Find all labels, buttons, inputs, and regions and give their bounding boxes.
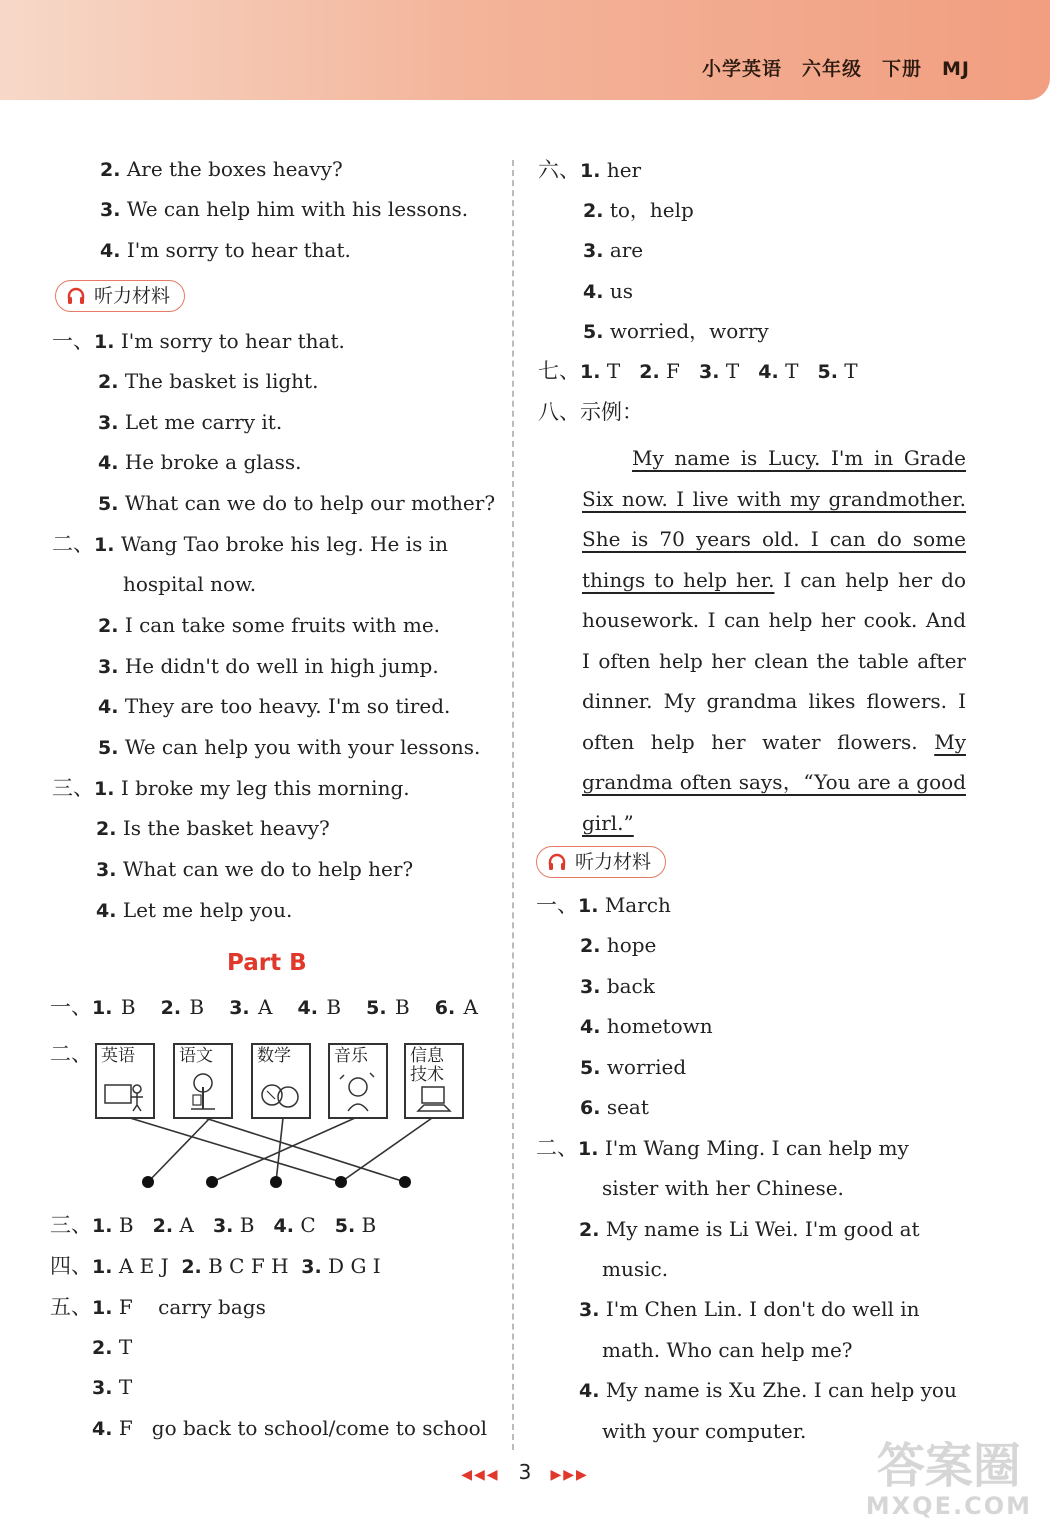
list-item: 4. My name is Xu Zhe. I can help you bbox=[579, 1378, 957, 1402]
computer-icon bbox=[412, 1085, 456, 1113]
match-dot bbox=[335, 1176, 347, 1188]
right-arrows-icon: ▶▶▶ bbox=[550, 1467, 589, 1483]
list-item: 3. back bbox=[580, 974, 655, 998]
answer-row: 2. T bbox=[92, 1335, 133, 1359]
match-dot bbox=[399, 1176, 411, 1188]
list-item-cont: math. Who can help me? bbox=[602, 1338, 853, 1362]
header-banner bbox=[0, 0, 1050, 100]
subject-card: 语文 bbox=[173, 1043, 233, 1119]
headphones-icon bbox=[66, 286, 86, 306]
singer-icon bbox=[336, 1069, 380, 1113]
page-number: 3 bbox=[518, 1460, 532, 1484]
answer-row: 七、1. T 2. F 3. T 4. T 5. T bbox=[538, 359, 858, 383]
answer-row: 一、1. B 2. B 3. A 4. B 5. B 6. A bbox=[50, 995, 478, 1019]
tree-reading-icon bbox=[181, 1069, 225, 1113]
list-item-cont: music. bbox=[602, 1257, 669, 1281]
list-item: 2. I can take some fruits with me. bbox=[98, 613, 441, 637]
list-item: 2. Is the basket heavy? bbox=[96, 816, 330, 840]
watermark: 答案圈 MXQE.COM bbox=[865, 1438, 1032, 1520]
intro-item: 3. We can help him with his lessons. bbox=[100, 197, 469, 221]
match-dot bbox=[206, 1176, 218, 1188]
list-item: 一、1. I'm sorry to hear that. bbox=[52, 329, 345, 353]
answer-row: 3. T bbox=[92, 1375, 133, 1399]
list-item: 2. to，help bbox=[583, 198, 694, 222]
intro-item: 4. I'm sorry to hear that. bbox=[100, 238, 351, 262]
column-divider bbox=[512, 160, 514, 1450]
subject-card: 英语 bbox=[95, 1043, 155, 1119]
list-item: 3. What can we do to help her? bbox=[96, 857, 414, 881]
list-item: 4. hometown bbox=[580, 1014, 713, 1038]
section-mark: 二、 bbox=[50, 1042, 92, 1066]
list-item: 一、1. March bbox=[536, 893, 671, 917]
answer-row: 4. F go back to school/come to school bbox=[92, 1416, 488, 1440]
subject-card: 音乐 bbox=[328, 1043, 388, 1119]
list-item: 二、1. I'm Wang Ming. I can help my bbox=[536, 1136, 909, 1160]
left-arrows-icon: ◀◀◀ bbox=[461, 1467, 500, 1483]
teacher-board-icon bbox=[103, 1073, 147, 1113]
list-item: 4. They are too heavy. I'm so tired. bbox=[98, 694, 451, 718]
part-b-heading: Part B bbox=[227, 950, 307, 976]
list-item: 5. What can we do to help our mother? bbox=[98, 491, 496, 515]
headphones-icon bbox=[547, 852, 567, 872]
list-item: 3. Let me carry it. bbox=[98, 410, 283, 434]
list-item: 6. seat bbox=[580, 1095, 649, 1119]
match-dot bbox=[270, 1176, 282, 1188]
listening-label: 听力材料 bbox=[55, 280, 185, 312]
list-item: 2. The basket is light. bbox=[98, 369, 319, 393]
answer-row: 五、1. F carry bags bbox=[50, 1295, 266, 1319]
list-item: 三、1. I broke my leg this morning. bbox=[52, 776, 410, 800]
math-shapes-icon bbox=[259, 1073, 303, 1113]
list-item: 4. He broke a glass. bbox=[98, 450, 302, 474]
list-item: 3. are bbox=[583, 238, 644, 262]
listening-label: 听力材料 bbox=[536, 846, 666, 878]
subject-card: 信息技术 bbox=[404, 1043, 464, 1119]
list-item: 二、1. Wang Tao broke his leg. He is in bbox=[52, 532, 448, 556]
list-item: 5. worried，worry bbox=[583, 319, 769, 343]
header-title: 小学英语 六年级 下册 MJ bbox=[702, 58, 970, 80]
matching-lines bbox=[0, 1110, 512, 1200]
match-dot bbox=[142, 1176, 154, 1188]
list-item: 2. My name is Li Wei. I'm good at bbox=[579, 1217, 920, 1241]
list-item: 4. Let me help you. bbox=[96, 898, 293, 922]
list-item: 5. worried bbox=[580, 1055, 687, 1079]
list-item: 六、1. her bbox=[538, 158, 642, 182]
answer-row: 三、1. B 2. A 3. B 4. C 5. B bbox=[50, 1213, 377, 1237]
list-item: 2. hope bbox=[580, 933, 657, 957]
list-item: 4. us bbox=[583, 279, 633, 303]
list-item: 3. I'm Chen Lin. I don't do well in bbox=[579, 1297, 920, 1321]
list-item: 5. We can help you with your lessons. bbox=[98, 735, 481, 759]
list-item-cont: hospital now. bbox=[123, 572, 257, 596]
subject-card: 数学 bbox=[251, 1043, 311, 1119]
answer-row: 四、1. A E J 2. B C F H 3. D G I bbox=[50, 1254, 381, 1278]
list-item-cont: sister with her Chinese. bbox=[602, 1176, 844, 1200]
list-item: 3. He didn't do well in high jump. bbox=[98, 654, 439, 678]
intro-item: 2. Are the boxes heavy? bbox=[100, 157, 343, 181]
list-item-cont: with your computer. bbox=[602, 1419, 807, 1443]
sample-paragraph: My name is Lucy. I'm in Grade Six now. I live with my grandmother. She is 70 years old. I can do some things to help her. I can help her do housework. I can help her cook. And I often help her clean the table after dinner. My grandma likes flowers. I often help her water flowers. My grandma often says，“You are a good girl.” bbox=[582, 446, 966, 835]
section-heading: 八、示例： bbox=[538, 400, 643, 424]
